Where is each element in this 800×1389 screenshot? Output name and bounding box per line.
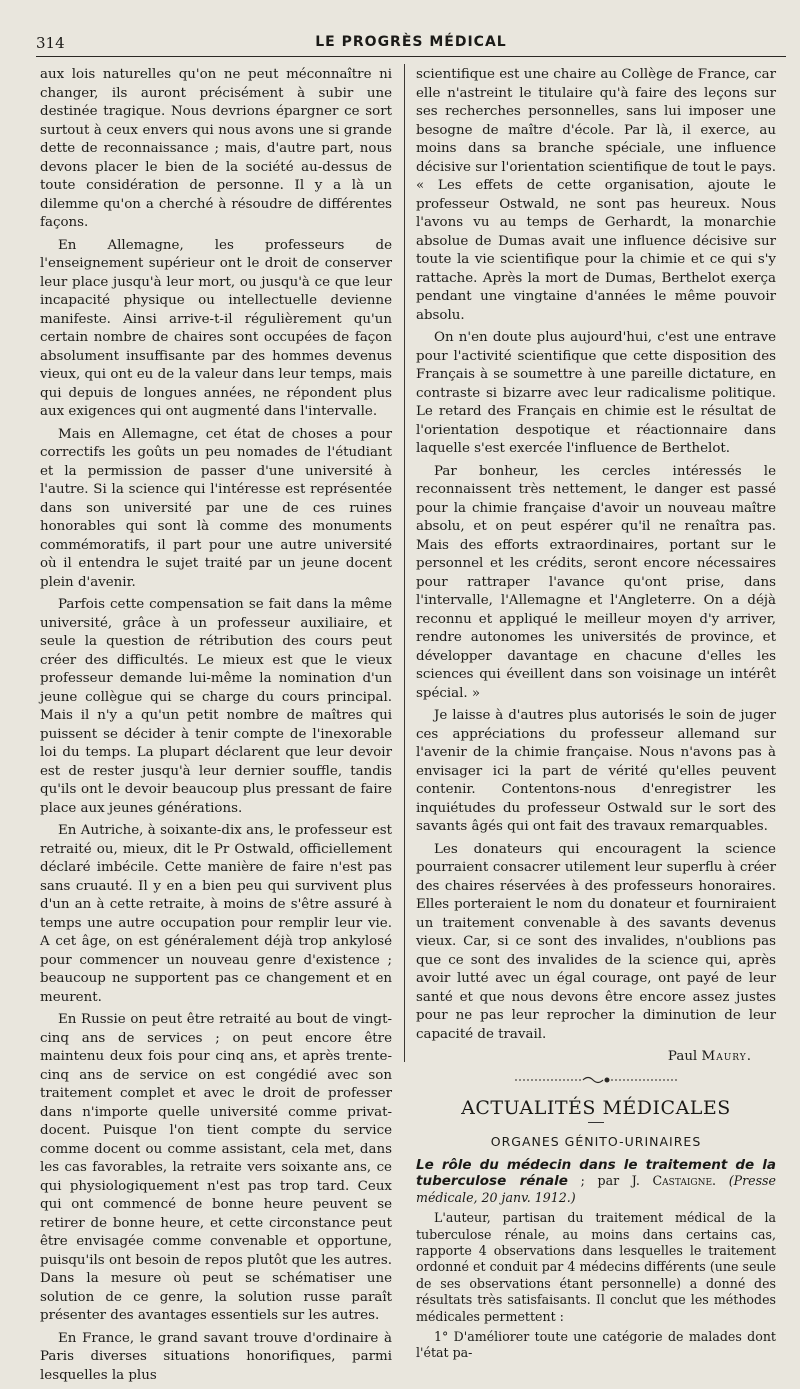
running-title: LE PROGRÈS MÉDICAL [315, 34, 507, 50]
article-title: Le rôle du médecin dans le traitement de la tuberculose rénale [416, 1157, 776, 1190]
paragraph: On n'en doute plus aujourd'hui, c'est une entrave pour l'activité scientifique que cette disposition des Français à se soumettre à une pareille dictature, en contraste si bizarre avec leur radicalisme politique. Le retard des Français en chimie est le résultat de l'orientation despotique et réactionnaire dans laquelle s'est exercée l'influence de Berthelot. [416, 330, 776, 456]
paragraph: Mais en Allemagne, cet état de choses a pour correctifs les goûts un peu nomades de l'étudiant et la permission de passer d'une université à l'autre. Si la science qui l'intéresse est représentée dans son université par une de ces ruines honorables qui sont là comme des monuments commémoratifs, il part pour une autre université où il entendra le sujet traité par un jeune docent plein d'avenir. [40, 426, 392, 590]
paragraph: En France, le grand savant trouve d'ordinaire à Paris diverses situations honorifiques, parmi lesquelles la plus [40, 1330, 392, 1383]
byline-prefix: ; par [580, 1173, 620, 1189]
paragraph: scientifique est une chaire au Collège de France, car elle n'astreint le titulaire qu'à faire des leçons sur ses recherches personnelles, sans lui imposer une besogne de maître d'école. Par là, il exerce, au moins dans sa branche spéciale, une influence décisive sur l'orientation scientifique de tout le pays. « Les effets de cette organisation, ajoute le professeur Ostwald, ne sont pas heureux. Nous l'avons vu au temps de Gerhardt, la monarchie absolue de Dumas avait une influence décisive sur toute la vie scientifique pour la chimie et ce qui s'y rattache. Après la mort de Dumas, Berthelot exerça pendant une vingtaine d'années le même pouvoir absolu. [416, 67, 776, 323]
right-column [416, 66, 776, 1366]
paragraph: Les donateurs qui encouragent la science pourraient consacrer utilement leur superflu à créer des chaires réservées à des professeurs honoraires. Elles porteraient le nom du donateur et fourniraient un traitement convenable à des savants devenus vieux. Car, si ce sont des invalides, n'oublions pas que ce sont des invalides de la science qui, après avoir lutté avec un égal courage, ont payé de leur santé et que nous devons être encore assez justes pour ne pas leur reprocher la diminution de leur capacité de travail. [416, 841, 776, 1042]
article-heading [416, 1157, 776, 1206]
paragraph: En Allemagne, les professeurs de l'enseignement supérieur ont le droit de conserver leur place jusqu'à leur mort, ou jusqu'à ce que leur incapacité physique ou intellectuelle devienne manifeste. Ainsi arrive-t-il régulièrement qu'un certain nombre de chaires sont occupées de façon absolument insuffisante par des hommes devenus vieux, qui ont eu de la valeur dans leur temps, mais qui depuis de longues années, ne répondent plus aux exigences qui ont augmenté dans l'intervalle. [40, 237, 392, 419]
paragraph: Parfois cette compensation se fait dans la même université, grâce à un professeur auxiliaire, et seule la question de rétribution des cours peut créer des difficultés. Le mieux est que le vieux professeur demande lui-même la nomination d'un jeune collègue qui se charge du cours principal. Mais il n'y a qu'un petit nombre de maîtres qui puissent se décider à tenir compte de l'inexorable loi du temps. La plupart déclarent que leur devoir est de rester jusqu'à leur dernier souffle, tandis qu'ils ont le devoir beaucoup plus pressant de faire place aux jeunes générations. [40, 597, 392, 816]
title-rule [588, 1122, 604, 1123]
paragraph: Par bonheur, les cercles intéressés le reconnaissent très nettement, le danger est passé pour la chimie française d'avoir un nouveau maître absolu, et on peut espérer qu'il ne renaîtra pas. Mais des efforts extraordinaires, portant sur le personnel et les crédits, seront encore nécessaires pour rattraper l'avance qu'ont prise, dans l'intervalle, l'Allemagne et l'Angleterre. On a déjà reconnu et appliqué le meilleur moyen d'y arriver, rendre autonomes les universités de province, et développer davantage en chacune d'elles les sciences qui éveillent dans son voisinage un intérêt spécial. » [416, 463, 776, 701]
paragraph: En Autriche, à soixante-dix ans, le professeur est retraité ou, mieux, dit le Pr Ostwald, officiellement déclaré imbécile. Cette manière de faire n'est pas sans cruauté. Il y en a bien peu qui survivent plus d'un an à cette retraite, à moins de s'être assuré à temps une autre occupation pour remplir leur vie. A cet âge, on est généralement déjà trop ankylosé pour commencer un nouveau genre d'existence ; beaucoup ne supportent pas ce changement et en meurent. [40, 823, 392, 1005]
section-title: ACTUALITÉS MÉDICALES [461, 1097, 731, 1119]
author-signature [416, 1048, 776, 1067]
paragraph: 1° D'améliorer toute une catégorie de malades dont l'état pa- [416, 1329, 776, 1361]
page-number: 314 [36, 34, 65, 52]
article [416, 1157, 776, 1362]
ornament-divider [416, 1073, 776, 1092]
page-header [36, 30, 786, 57]
flourish-icon [511, 1075, 681, 1085]
paragraph: L'auteur, partisan du traitement médical de la tuberculose rénale, au moins dans certains cas, rapporte 4 observations dans lesquelles le traitement ordonné et conduit par 4 médecins différents (une seule de ses observations étant personnelle) a donné des résultats très satisfaisants. Il conclut que les méthodes médicales permettent : [416, 1210, 776, 1324]
article-author: J. Castaigne. [631, 1173, 717, 1189]
subsection-heading: ORGANES GÉNITO-URINAIRES [490, 1133, 702, 1149]
paragraph: aux lois naturelles qu'on ne peut méconnaître ni changer, ils auront précisément à subir une destinée tragique. Nous devrions épargner ce sort surtout à ceux envers qui nous avons une si grande dette de reconnaissance ; mais, d'autre part, nous devons placer le bien de la société au-dessus de toute considération de personne. Il y a là un dilemme qu'on a cherché à résoudre de différentes façons. [40, 67, 392, 230]
left-column [40, 66, 392, 1389]
signature-first-name: Paul [667, 1049, 698, 1064]
article-source: (Presse médicale, 20 janv. 1912.) [416, 1173, 776, 1205]
column-divider [404, 64, 405, 1062]
paragraph: Je laisse à d'autres plus autorisés le soin de juger ces appréciations du professeur allemand sur l'avenir de la chimie française. Nous n'avons pas à envisager ici la part de vérité qu'elles peuvent contenir. Contentons-nous d'enregistrer les inquiétudes du professeur Ostwald sur le sort des savants âgés qui ont fait des travaux remarquables. [416, 708, 776, 834]
signature-last-name: Maury. [701, 1049, 752, 1064]
paragraph: En Russie on peut être retraité au bout de vingt-cinq ans de services ; on peut encore être maintenu deux fois pour cinq ans, et après trente-cinq ans de service on est congédié avec son traitement complet et avec le droit de professer dans n'importe quelle université comme privat-docent. Puisque l'on tient compte du service comme docent ou comme assistant, cela met, dans les cas favorables, la retraite vers soixante ans, ce qui physiologiquement n'est pas trop tard. Ceux qui ont commencé de bonne heure peuvent se retirer de bonne heure, et cette circonstance peut être envisagée comme convenable et opportune, puisqu'ils ont besoin de repos plutôt que les autres. Dans la mesure où peut se schématiser une solution de ce genre, la solution russe paraît présenter des avantages essentiels sur les autres. [40, 1012, 392, 1323]
